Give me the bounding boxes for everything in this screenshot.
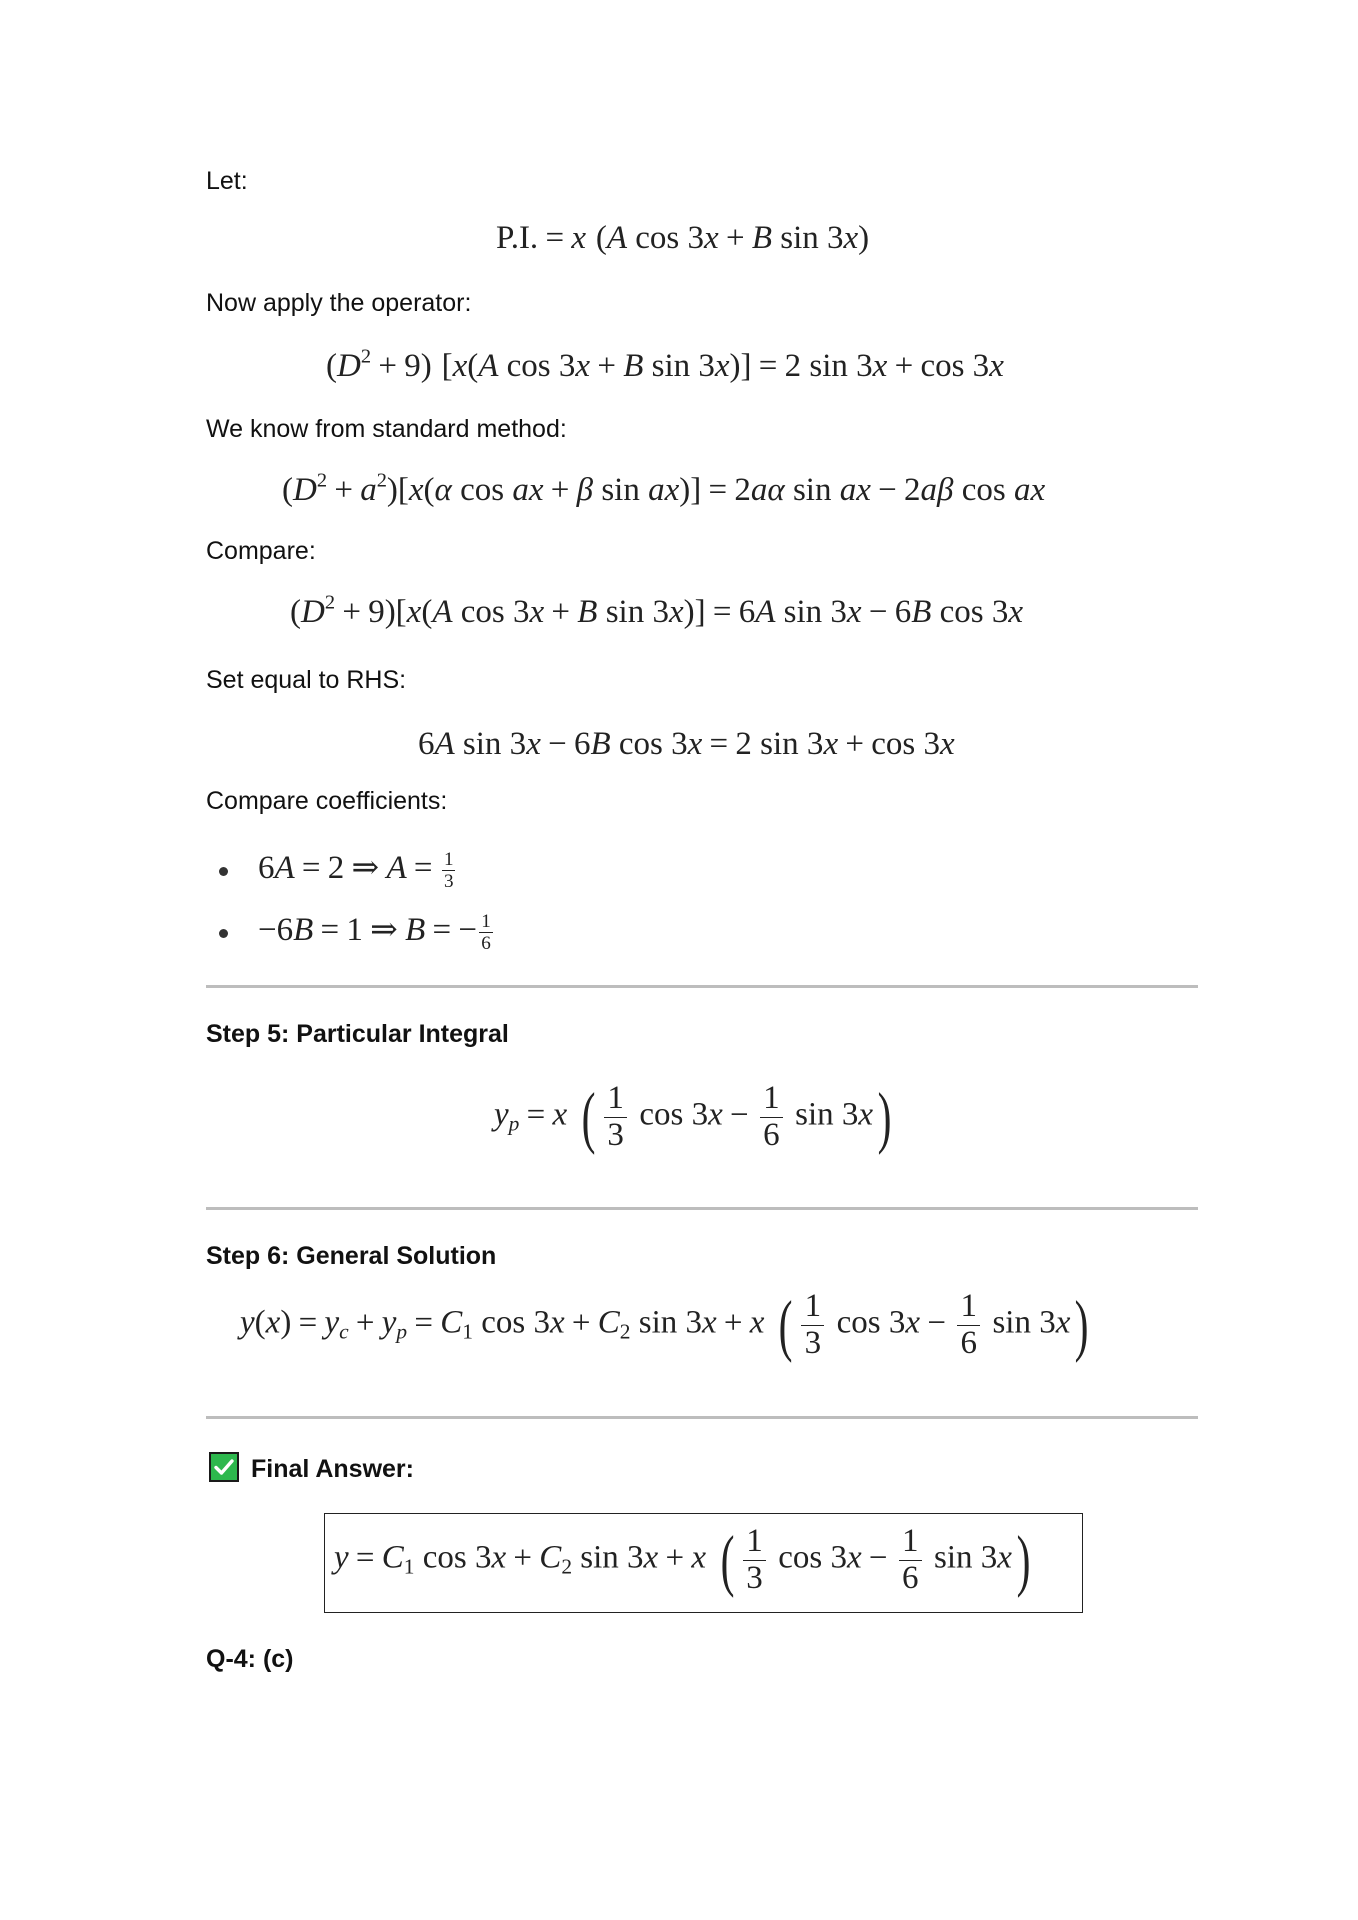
- equation-general-solution: $y(x) = y_c + y_p = C_1$ $\cos 3x + C_2$ sin 3x + x ( $\frac{1}{3}$ cos 3x − $\frac{1}{6}$ sin 3x): [240, 1285, 1089, 1363]
- bullet: [219, 867, 228, 876]
- equation-rhs: 6A sin 3x − 6B cos 3x = 2 sin 3x + cos 3x: [418, 726, 955, 762]
- equation-particular-integral: $y_p = x$ ( $\frac{1}{3}$ cos 3x − $\frac{1}{6}$ sin 3x): [494, 1077, 892, 1155]
- equation-operator-apply: $(D^2 + 9)$ [x(A cos 3x + B sin 3x)] = 2 sin 3x + cos 3x: [326, 345, 1004, 384]
- equation-coefficient-a: 6A = 2 ⇒ A = $\frac{1}{3}$: [258, 849, 454, 893]
- divider: [206, 1416, 1198, 1419]
- equation-pi-definition: P.I. = x (A cos 3x + B sin 3x): [496, 220, 870, 256]
- divider: [206, 1207, 1198, 1210]
- equation-compare-result: $(D^2 + 9)[x(A$ cos 3x + B sin 3x)] = 6A sin 3x − 6B cos 3x: [290, 591, 1024, 630]
- label-compare: Compare:: [206, 537, 316, 565]
- equation-standard-method: $(D^2 + a^2)[x(\alpha$ cos ax + β sin ax)] = 2aα sin ax − 2aβ cos ax: [282, 469, 1046, 508]
- label-let: Let:: [206, 167, 248, 195]
- label-set-equal: Set equal to RHS:: [206, 666, 407, 694]
- divider: [206, 985, 1198, 988]
- bullet: [219, 929, 228, 938]
- label-standard-method: We know from standard method:: [206, 415, 567, 443]
- equation-final-answer: $y = C_1$ $\cos 3x + C_2$ sin 3x + x ( $\frac{1}{3}$ cos 3x − $\frac{1}{6}$ sin 3x): [334, 1520, 1031, 1598]
- heading-final-answer: Final Answer:: [251, 1455, 414, 1483]
- heading-next-question: Q-4: (c): [206, 1645, 294, 1673]
- check-mark-icon: [209, 1452, 239, 1482]
- label-compare-coefficients: Compare coefficients:: [206, 787, 448, 815]
- label-apply-operator: Now apply the operator:: [206, 289, 472, 317]
- equation-coefficient-b: −6B = 1 ⇒ B = − $\frac{1}{6}$: [258, 911, 491, 955]
- heading-step-5: Step 5: Particular Integral: [206, 1020, 509, 1048]
- heading-step-6: Step 6: General Solution: [206, 1242, 497, 1270]
